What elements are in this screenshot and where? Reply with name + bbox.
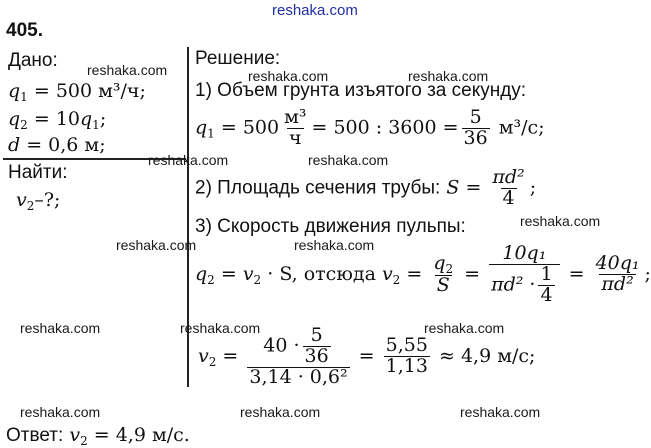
step1-value: 500: [242, 116, 280, 139]
final-equation: $v_2$ = 40 · $\frac{5}{36}$ 3,14 · 0,6² = $\frac{5,55}{1,13}$ ≈ 4,9 м/с;: [198, 324, 536, 388]
unit-num: м³: [284, 106, 307, 128]
five-den: 36: [304, 344, 329, 367]
step1-unit: м³/с;: [498, 116, 545, 139]
final-den-1: 3,14 · 0,6²: [249, 365, 348, 388]
watermark: reshaka.com: [248, 68, 329, 84]
result-num: 5: [469, 106, 482, 128]
given-d-value: 0,6 м;: [48, 134, 106, 156]
given-heading: Дано:: [8, 50, 58, 71]
step3-end: ;: [644, 262, 651, 285]
quarter-num: 1: [540, 262, 553, 285]
step1-equation: $q_1 = 500$ $\frac{\text{м³}}{ч}$ = 500 : 3600 = $\frac{5}{36}$ м³/с;: [195, 106, 545, 149]
watermark: reshaka.com: [240, 404, 321, 420]
final-fraction-1: [247, 326, 349, 388]
watermark: reshaka.com: [460, 404, 541, 420]
given-q1: $q_1 = 500$ м³/ч;: [8, 80, 146, 104]
step2-line: 2) Площадь сечения трубы: S = $\frac{\text{πd²}}{4}$ ;: [195, 166, 537, 209]
watermark: reshaka.com: [20, 404, 101, 420]
solution-heading: Решение:: [195, 48, 281, 69]
watermark: reshaka.com: [308, 152, 389, 168]
unit-den: ч: [289, 126, 302, 149]
watermark: reshaka.com: [294, 237, 375, 253]
velocity-den-1: πd² ·: [491, 273, 536, 296]
area-fraction: [490, 168, 526, 209]
step3-equation: $q_2 = v_2 \cdot S$, отсюда $v_2$ = $\frac{q_2}{S}$ = 10q₁ πd² · $\frac{1}{4}$ = $\frac{\text{40q₁}}{\text{πd²}}$ ;: [195, 242, 651, 306]
five-36-fraction: [303, 326, 331, 367]
watermark: reshaka.com: [87, 62, 168, 78]
given-q1-value: 500 м³/ч;: [55, 80, 146, 102]
watermark: reshaka.com: [20, 320, 101, 336]
result-fraction: [462, 108, 490, 149]
final-num-2: 5,55: [385, 334, 428, 357]
final-result: ≈ 4,9 м/с;: [439, 344, 536, 367]
find-item: $v_2-$?;: [16, 189, 61, 213]
velocity-den-2: πd²: [601, 273, 634, 296]
given-q2: $q_2 = 10q_1$;: [8, 108, 107, 132]
quarter-den: 4: [540, 283, 553, 306]
five-num: 5: [310, 324, 323, 346]
answer-label: Ответ:: [6, 425, 64, 446]
area-num: πd²: [492, 166, 525, 188]
step3-mid: · S, отсюда: [267, 262, 376, 285]
watermark-top: reshaka.com: [272, 2, 358, 19]
step1-text: 1) Объем грунта изъятого за секунду:: [195, 80, 527, 101]
given-q2-coef: 10: [55, 108, 80, 130]
q2-over-s-fraction: $\frac{q_2}{S}$: [433, 251, 454, 297]
watermark: reshaka.com: [148, 152, 229, 168]
answer-line: Ответ: $v_2 = 4,9$ м/с.: [6, 424, 190, 448]
area-den: 4: [502, 186, 515, 209]
watermark: reshaka.com: [520, 213, 601, 229]
velocity-fraction-1: [489, 244, 559, 306]
velocity-fraction-2: [594, 254, 642, 295]
final-num-1: 40 ·: [263, 334, 300, 357]
find-item-text: –?;: [34, 189, 61, 211]
problem-number: 405.: [6, 20, 43, 41]
find-heading: Найти:: [8, 162, 68, 183]
step2-end: ;: [529, 176, 537, 199]
given-d: d = 0,6 м;: [8, 134, 106, 156]
step3-text: 3) Скорость движения пульпы:: [195, 216, 466, 237]
velocity-num-1: 10q₁: [502, 242, 547, 264]
velocity-num-2: 40q₁: [595, 252, 640, 275]
final-den-2: 1,13: [385, 355, 428, 378]
watermark: reshaka.com: [408, 68, 489, 84]
unit-fraction: [282, 108, 308, 149]
final-fraction-2: [384, 336, 430, 377]
watermark: reshaka.com: [180, 320, 261, 336]
quarter-fraction: [538, 262, 554, 306]
answer-value: = 4,9 м/с.: [93, 424, 190, 446]
step2-text: 2) Площадь сечения трубы:: [195, 177, 441, 199]
result-den: 36: [463, 126, 488, 149]
watermark: reshaka.com: [424, 320, 505, 336]
watermark: reshaka.com: [116, 237, 197, 253]
vertical-divider: [187, 47, 189, 387]
step1-division: = 500 : 3600 =: [311, 116, 459, 139]
